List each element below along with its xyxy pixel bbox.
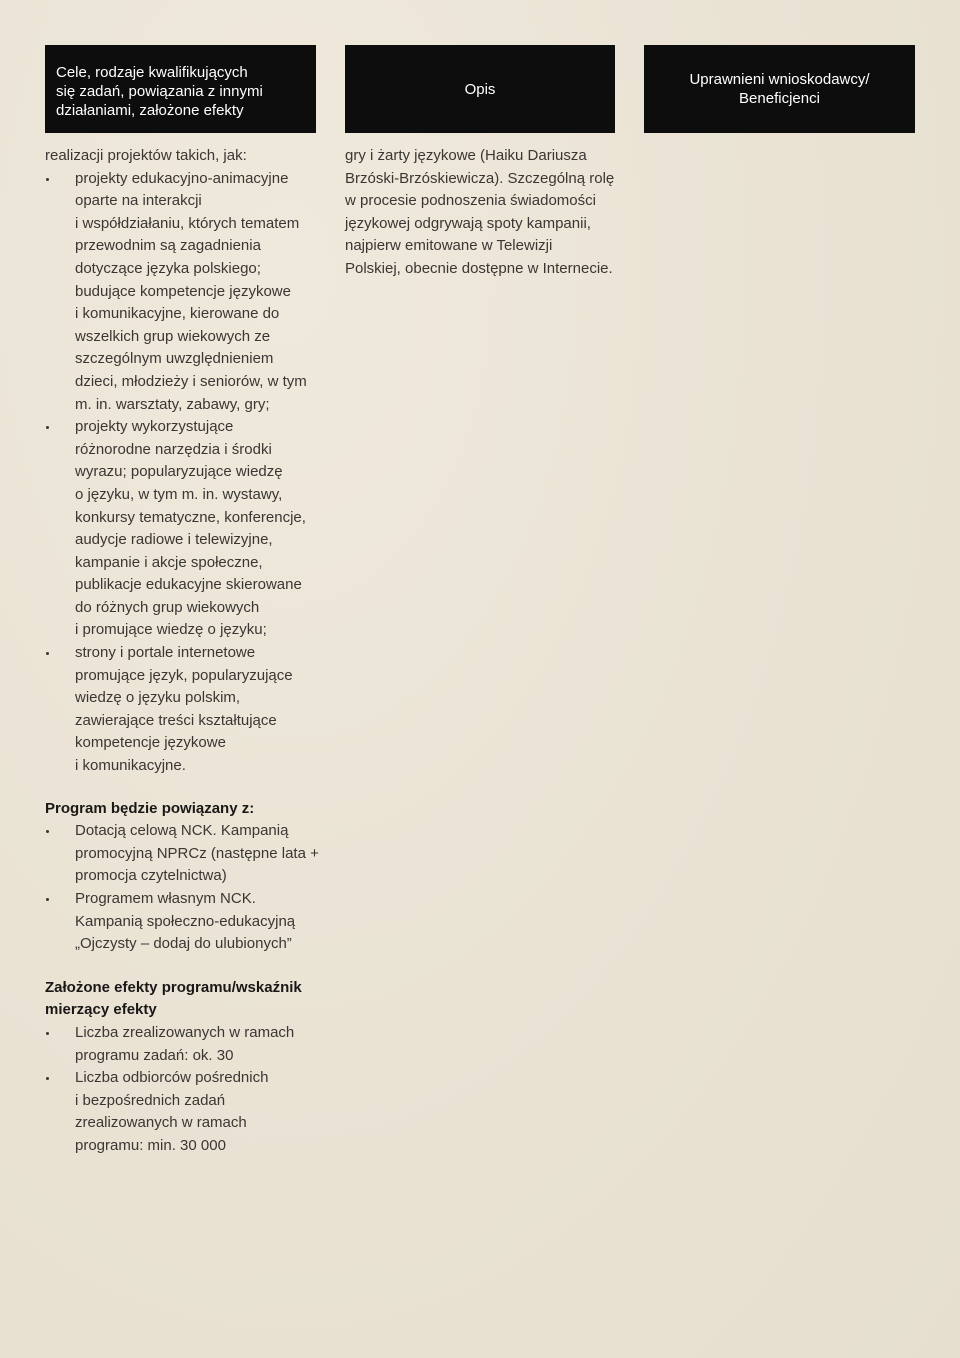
- list-item-line: budujące kompetencje językowe: [75, 282, 291, 300]
- list-item-line: zrealizowanych w ramach: [75, 1114, 247, 1132]
- list-item: [45, 642, 325, 778]
- header-description-text: Opis: [464, 80, 496, 98]
- list-item-line: wiedzę o języku polskim,: [75, 689, 241, 707]
- list-item-line: i promujące wiedzę o języku;: [75, 621, 267, 639]
- goals-intro-text: realizacji projektów takich, jak:: [45, 147, 247, 164]
- list-item-line: Liczba odbiorców pośrednich: [75, 1069, 269, 1087]
- list-item-line: i komunikacyjne.: [75, 757, 186, 775]
- list-item-line: dotyczące języka polskiego;: [75, 259, 261, 277]
- list-item-line: kompetencje językowe: [75, 734, 226, 752]
- list-item: [45, 416, 325, 642]
- list-item-line: o języku, w tym m. in. wystawy,: [75, 485, 283, 503]
- list-item-line: projekty wykorzystujące: [75, 418, 234, 436]
- project-types-list: [45, 168, 325, 778]
- text-line: językowej odgrywają spoty kampanii,: [345, 214, 591, 232]
- list-item-line: przewodnim są zagadnienia: [75, 237, 261, 255]
- text-line: Polskiej, obecnie dostępne w Internecie.: [345, 259, 613, 277]
- list-item-line: promocja czytelnictwa): [75, 867, 227, 885]
- indicators-list: [45, 1022, 325, 1158]
- list-item-line: i współdziałaniu, których tematem: [75, 214, 300, 232]
- list-item: [45, 1067, 325, 1157]
- header-goals-text: Cele, rodzaje kwalifikujących się zadań, powiązania z innymi działaniami, założone efekty: [56, 63, 263, 119]
- list-item-line: wszelkich grup wiekowych ze: [75, 327, 271, 345]
- list-item-line: wyrazu; popularyzujące wiedzę: [75, 463, 283, 481]
- text-line: najpierw emitowane w Telewizji: [345, 237, 553, 255]
- indicators-heading: [45, 977, 325, 1022]
- list-item-line: konkursy tematyczne, konferencje,: [75, 508, 306, 526]
- list-item-line: strony i portale internetowe: [75, 644, 256, 662]
- list-item: [45, 168, 325, 417]
- text-line: mierzący efekty: [45, 1001, 157, 1019]
- header-beneficiaries-text: Uprawnieni wnioskodawcy/ Beneficjenci: [689, 71, 870, 107]
- text-line: w procesie podnoszenia świadomości: [345, 192, 596, 210]
- list-item-line: kampanie i akcje społeczne,: [75, 553, 263, 571]
- header-goals: [45, 45, 316, 133]
- description-text: [345, 145, 625, 281]
- list-item-line: audycje radiowe i telewizyjne,: [75, 531, 273, 549]
- list-item-line: Programem własnym NCK.: [75, 890, 256, 907]
- text-line: gry i żarty językowe (Haiku Dariusza: [345, 147, 587, 164]
- list-item-line: Dotacją celową NCK. Kampanią: [75, 822, 289, 840]
- goals-column: [45, 145, 325, 1158]
- list-item-line: różnorodne narzędzia i środki: [75, 440, 272, 458]
- list-item: [45, 820, 325, 888]
- text-line: Program będzie powiązany z:: [45, 799, 255, 817]
- list-item-line: do różnych grup wiekowych: [75, 598, 260, 616]
- list-item-line: zawierające treści kształtujące: [75, 711, 277, 729]
- linked-programs-heading: [45, 798, 325, 821]
- description-column: [345, 145, 625, 281]
- list-item-line: „Ojczysty – dodaj do ulubionych”: [75, 935, 292, 953]
- goals-intro: [45, 145, 325, 168]
- header-description: [345, 45, 615, 133]
- list-item-line: publikacje edukacyjne skierowane: [75, 576, 302, 594]
- list-item-line: promocyjną NPRCz (następne lata +: [75, 844, 319, 862]
- text-line: Założone efekty programu/wskaźnik: [45, 978, 302, 996]
- header-beneficiaries: [644, 45, 915, 133]
- list-item: [45, 888, 325, 956]
- list-item-line: szczególnym uwzględnieniem: [75, 350, 274, 368]
- list-item-line: dzieci, młodzieży i seniorów, w tym: [75, 372, 307, 390]
- list-item-line: programu: min. 30 000: [75, 1136, 226, 1154]
- list-item-line: Kampanią społeczno-edukacyjną: [75, 912, 296, 930]
- list-item-line: oparte na interakcji: [75, 192, 202, 210]
- list-item-line: i komunikacyjne, kierowane do: [75, 305, 280, 323]
- list-item-line: programu zadań: ok. 30: [75, 1046, 234, 1064]
- list-item-line: Liczba zrealizowanych w ramach: [75, 1023, 295, 1041]
- list-item-line: promujące język, popularyzujące: [75, 666, 293, 684]
- text-line: Brzóski-Brzóskiewicza). Szczególną rolę: [345, 169, 615, 187]
- linked-programs-list: [45, 820, 325, 956]
- list-item-line: projekty edukacyjno-animacyjne: [75, 169, 289, 187]
- list-item: [45, 1022, 325, 1067]
- list-item-line: i bezpośrednich zadań: [75, 1091, 226, 1109]
- list-item-line: m. in. warsztaty, zabawy, gry;: [75, 395, 270, 413]
